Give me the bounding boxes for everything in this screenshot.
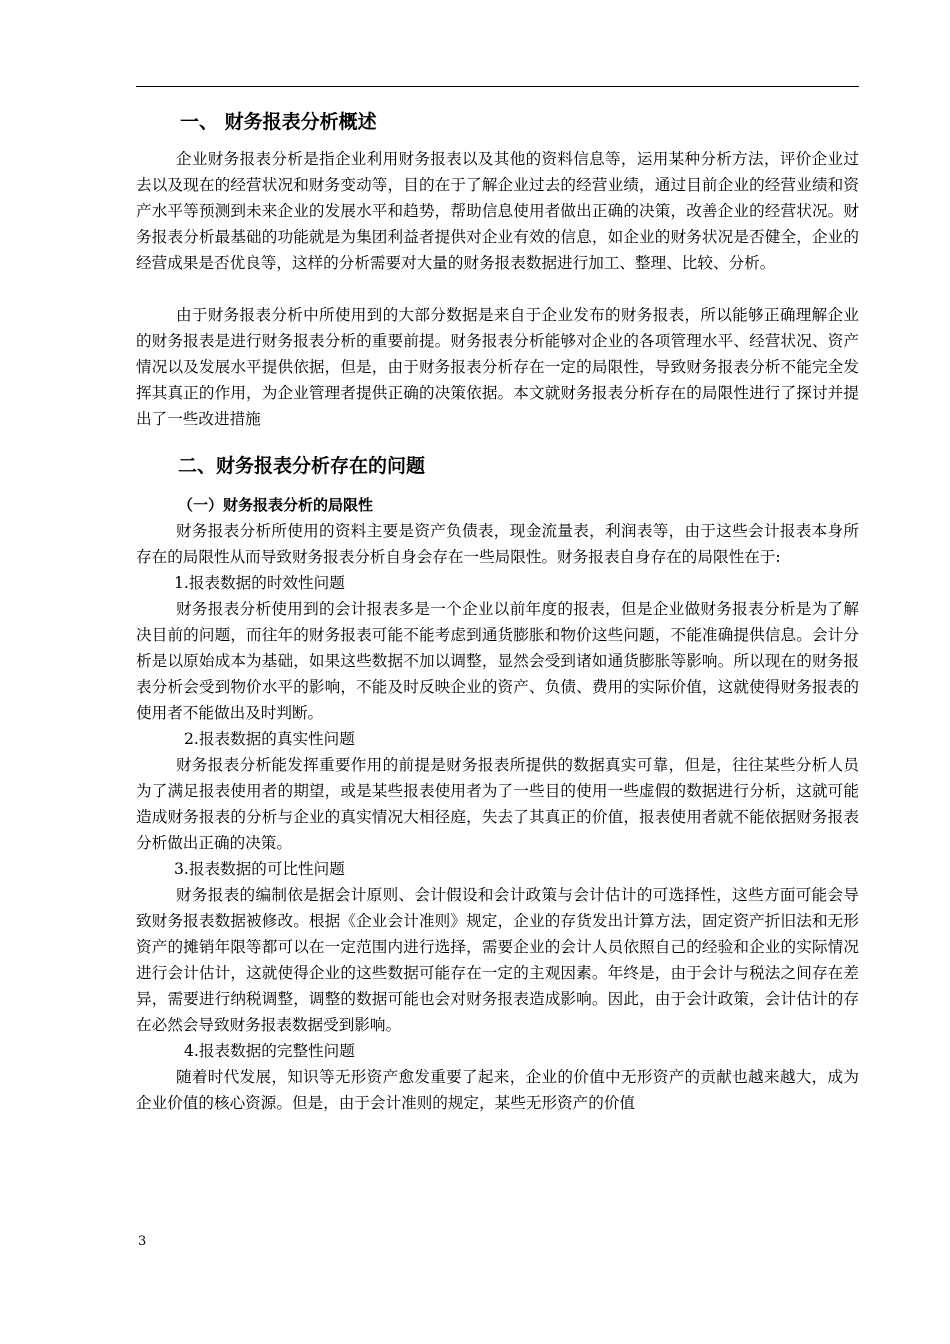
item-4-title: 4.报表数据的完整性问题 (184, 1042, 355, 1060)
section-1-paragraph-1: 企业财务报表分析是指企业利用财务报表以及其他的资料信息等，运用某种分析方法，评价企业过去以及现在的经营状况和财务变动等，目的在于了解企业过去的经营业绩，通过目前企业的经营业绩和资产水平等预测到未来企业的发展水平和趋势，帮助信息使用者做出正确的决策，改善企业的经营状况。财务报表分析最基础的功能就是为集团利益者提供对企业有效的信息，如企业的财务状况是否健全，企业的经营成果是否优良等，这样的分析需要对大量的财务报表数据进行加工、整理、比较、分析。 (136, 150, 859, 272)
item-2-text: 财务报表分析能发挥重要作用的前提是财务报表所提供的数据真实可靠，但是，往往某些分析人员为了满足报表使用者的期望，或是某些报表使用者为了一些目的使用一些虚假的数据进行分析，这就可能造成财务报表的分析与企业的真实情况大相径庭，失去了其真正的价值，报表使用者就不能依据财务报表分析做出正确的决策。 (136, 756, 859, 852)
section-2-heading: 二、财务报表分析存在的问题 (178, 455, 426, 477)
item-2-title: 2.报表数据的真实性问题 (184, 730, 355, 748)
subsection-heading: （一）财务报表分析的局限性 (178, 496, 374, 514)
page-number: 3 (138, 1234, 147, 1249)
page-body (136, 108, 859, 1116)
item-4-text: 随着时代发展，知识等无形资产愈发重要了起来，企业的价值中无形资产的贡献也越来越大，成为企业价值的核心资源。但是，由于会计准则的规定，某些无形资产的价值 (136, 1068, 859, 1112)
item-3-text: 财务报表的编制依是据会计原则、会计假设和会计政策与会计估计的可选择性，这些方面可能会导致财务报表数据被修改。根据《企业会计准则》规定，企业的存货发出计算方法，固定资产折旧法和无形资产的摊销年限等都可以在一定范围内进行选择，需要企业的会计人员依照自己的经验和企业的实际情况进行会计估计，这就使得企业的这些数据可能存在一定的主观因素。年终是，由于会计与税法之间存在差异，需要进行纳税调整，调整的数据可能也会对财务报表造成影响。因此，由于会计政策，会计估计的存在必然会导致财务报表数据受到影响。 (136, 886, 859, 1034)
item-1-title: 1.报表数据的时效性问题 (174, 574, 345, 592)
item-1-text: 财务报表分析使用到的会计报表多是一个企业以前年度的报表，但是企业做财务报表分析是为了解决目前的问题，而往年的财务报表可能不能考虑到通货膨胀和物价这些问题，不能准确提供信息。会计分析是以原始成本为基础，如果这些数据不加以调整，显然会受到诸如通货膨胀等影响。所以现在的财务报表分析会受到物价水平的影响，不能及时反映企业的资产、负债、费用的实际价值，这就使得财务报表的使用者不能做出及时判断。 (136, 600, 859, 722)
section-1-paragraph-2: 由于财务报表分析中所使用到的大部分数据是来自于企业发布的财务报表，所以能够正确理解企业的财务报表是进行财务报表分析的重要前提。财务报表分析能够对企业的各项管理水平、经营状况、资产情况以及发展水平提供依据，但是，由于财务报表分析存在一定的局限性，导致财务报表分析不能完全发挥其真正的作用，为企业管理者提供正确的决策依据。本文就财务报表分析存在的局限性进行了探讨并提出了一些改进措施 (136, 306, 859, 428)
section-1-heading: 一、 财务报表分析概述 (180, 111, 377, 133)
item-3-title: 3.报表数据的可比性问题 (174, 860, 345, 878)
header-rule (136, 86, 859, 87)
section-2-intro: 财务报表分析所使用的资料主要是资产负债表，现金流量表，利润表等，由于这些会计报表本身所存在的局限性从而导致财务报表分析自身会存在一些局限性。财务报表自身存在的局限性在于: (136, 522, 859, 566)
